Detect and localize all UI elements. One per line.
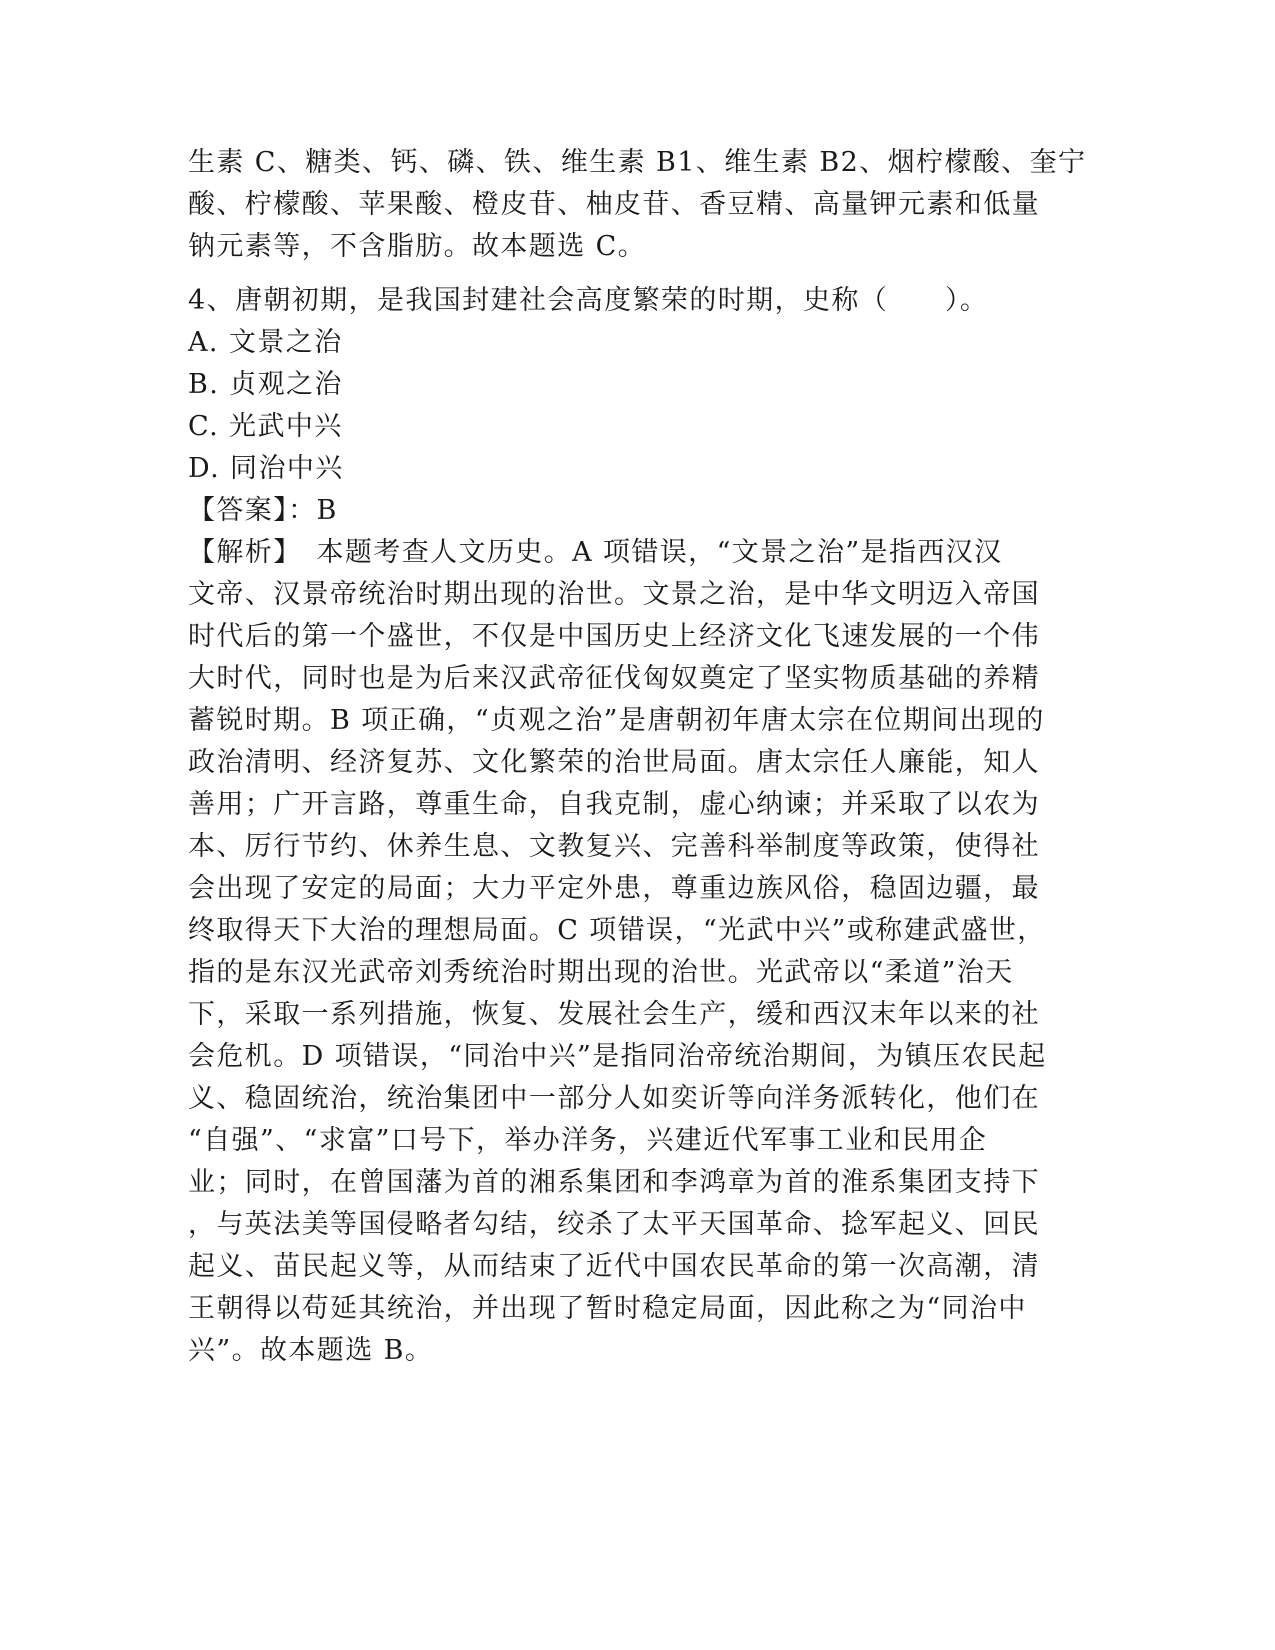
question-block — [188, 280, 1083, 1372]
text-line: 生素 C、糖类、钙、磷、铁、维生素 B1、维生素 B2、烟柠檬酸、奎宁 — [188, 147, 1087, 178]
paragraph-gap — [188, 268, 1083, 280]
analysis-line: 文帝、汉景帝统治时期出现的治世。文景之治，是中华文明迈入帝国 — [188, 579, 1040, 610]
analysis-line: ，与英法美等国侵略者勾结，绞杀了太平天国革命、捻军起义、回民 — [188, 1209, 1040, 1240]
previous-answer-continuation — [188, 142, 1087, 268]
option-c: C. 光武中兴 — [188, 411, 343, 442]
analysis-line: 业；同时，在曾国藩为首的湘系集团和李鸿章为首的淮系集团支持下 — [188, 1167, 1040, 1198]
analysis-line: 会危机。D 项错误，“同治中兴”是指同治帝统治期间，为镇压农民起 — [188, 1041, 1047, 1072]
analysis-line: 指的是东汉光武帝刘秀统治时期出现的治世。光武帝以“柔道”治天 — [188, 957, 1014, 988]
analysis-line: 会出现了安定的局面；大力平定外患，尊重边族风俗，稳固边疆，最 — [188, 873, 1040, 904]
analysis-line: 义、稳固统治，统治集团中一部分人如奕䜣等向洋务派转化，他们在 — [188, 1083, 1040, 1114]
analysis-line: 兴”。故本题选 B。 — [188, 1335, 434, 1366]
text-line: 酸、柠檬酸、苹果酸、橙皮苷、柚皮苷、香豆精、高量钾元素和低量 — [188, 189, 1040, 220]
analysis-line: 大时代，同时也是为后来汉武帝征伐匈奴奠定了坚实物质基础的养精 — [188, 663, 1040, 694]
analysis-line: 本、厉行节约、休养生息、文教复兴、完善科举制度等政策，使得社 — [188, 831, 1040, 862]
analysis-line: “自强”、“求富”口号下，举办洋务，兴建近代军事工业和民用企 — [188, 1125, 988, 1156]
analysis-line: 终取得天下大治的理想局面。C 项错误，“光武中兴”或称建武盛世， — [188, 915, 1046, 946]
analysis-line: 时代后的第一个盛世，不仅是中国历史上经济文化飞速发展的一个伟 — [188, 621, 1040, 652]
analysis-line: 王朝得以苟延其统治，并出现了暂时稳定局面，因此称之为“同治中 — [188, 1293, 1027, 1324]
analysis-line: 政治清明、经济复苏、文化繁荣的治世局面。唐太宗任人廉能，知人 — [188, 747, 1040, 778]
document-page — [188, 142, 1087, 1372]
analysis-paragraph — [188, 532, 1083, 1372]
analysis-line: 下，采取一系列措施，恢复、发展社会生产，缓和西汉末年以来的社 — [188, 999, 1040, 1030]
text-line: 钠元素等，不含脂肪。故本题选 C。 — [188, 231, 647, 262]
analysis-line: 【解析】 本题考查人文历史。A 项错误，“文景之治”是指西汉汉 — [188, 537, 1003, 568]
option-a: A. 文景之治 — [188, 327, 343, 358]
analysis-line: 起义、苗民起义等，从而结束了近代中国农民革命的第一次高潮，清 — [188, 1251, 1040, 1282]
option-b: B. 贞观之治 — [188, 369, 343, 400]
answer-line: 【答案】：B — [188, 495, 338, 526]
question-stem: 4、唐朝初期，是我国封建社会高度繁荣的时期，史称（ ）。 — [188, 285, 989, 316]
analysis-line: 善用；广开言路，尊重生命，自我克制，虚心纳谏；并采取了以农为 — [188, 789, 1040, 820]
analysis-line: 蓄锐时期。B 项正确，“贞观之治”是唐朝初年唐太宗在位期间出现的 — [188, 705, 1045, 736]
option-d: D. 同治中兴 — [188, 453, 344, 484]
